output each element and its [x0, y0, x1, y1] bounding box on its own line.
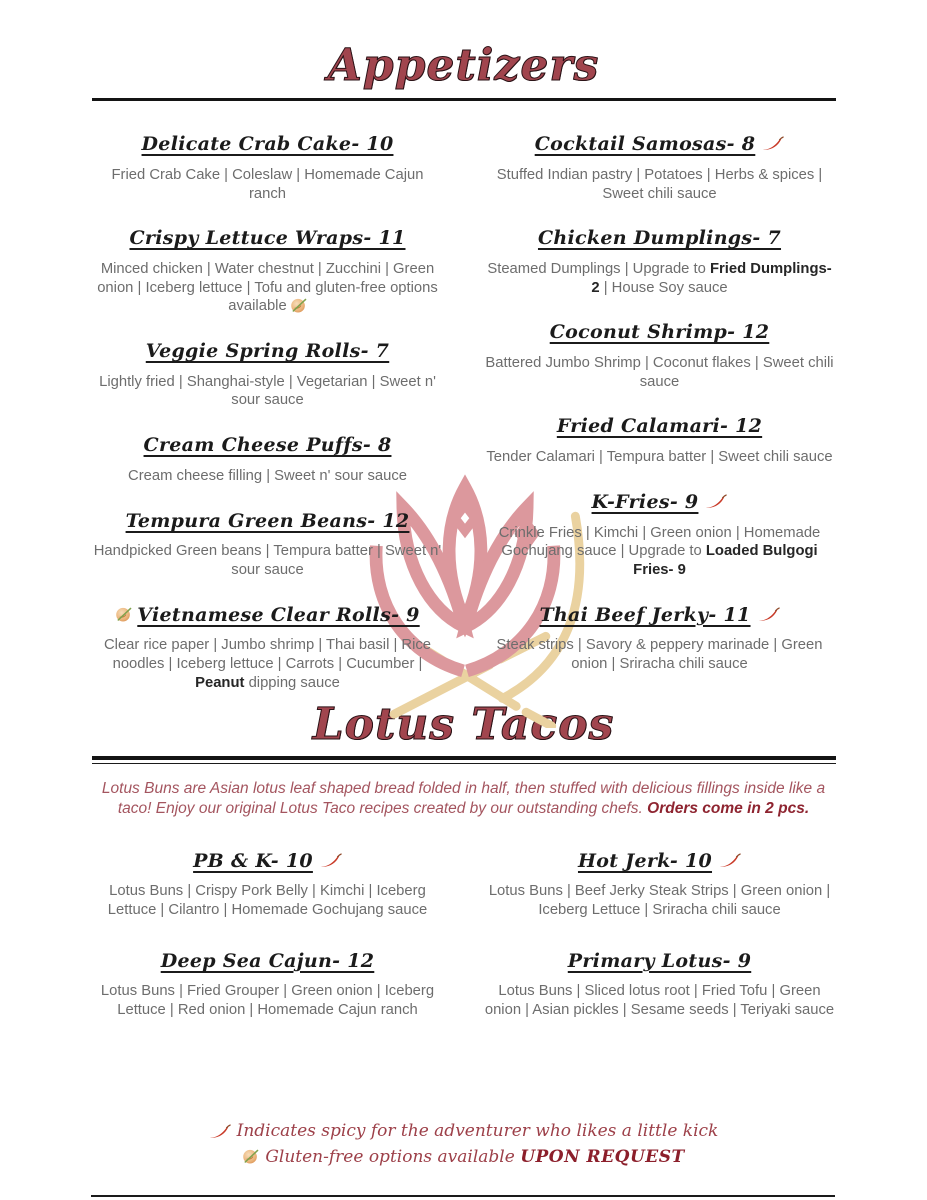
- intro-bold-text: Orders come in 2 pcs.: [647, 800, 810, 818]
- item-name: [484, 604, 836, 628]
- menu-item: [92, 133, 444, 203]
- item-title-text: Hot Jerk- 10: [577, 849, 713, 872]
- appetizers-left-column: [92, 133, 444, 701]
- legend: [92, 1118, 836, 1171]
- item-description: Battered Jumbo Shrimp | Coconut flakes | Sweet chili sauce: [485, 355, 834, 390]
- section-divider-double: [92, 756, 836, 764]
- item-description: Steamed Dumplings | Upgrade to Fried Dumplings- 2 | House Soy sauce: [487, 261, 832, 296]
- item-description: Lotus Buns | Beef Jerky Steak Strips | Green onion | Iceberg Lettuce | Sriracha chili sauce: [488, 883, 831, 919]
- tacos-right-column: [484, 850, 836, 1074]
- item-description: Lightly fried | Shanghai-style | Vegetarian | Sweet n' sour sauce: [99, 373, 436, 409]
- item-name: [92, 510, 444, 534]
- menu-item: [92, 340, 444, 410]
- item-name: [92, 227, 444, 251]
- gluten-free-icon: [242, 1148, 259, 1165]
- item-description: Cream cheese filling | Sweet n' sour sauce: [128, 467, 407, 484]
- menu-item: [484, 415, 836, 466]
- item-name: [484, 415, 836, 439]
- item-title-text: Primary Lotus- 9: [567, 949, 752, 972]
- item-name: [484, 321, 836, 345]
- chili-pepper-icon: [758, 607, 780, 622]
- item-description: Minced chicken | Water chestnut | Zucchini | Green onion | Iceberg lettuce | Tofu and gluten-free options available: [97, 261, 438, 315]
- item-name: [484, 227, 836, 251]
- tacos-left-column: [92, 850, 444, 1074]
- item-title-text: Crispy Lettuce Wraps- 11: [129, 227, 406, 250]
- chili-pepper-icon: [719, 853, 741, 868]
- item-description: Tender Calamari | Tempura batter | Sweet chili sauce: [486, 449, 833, 466]
- legend-gluten-free-line: [92, 1144, 836, 1170]
- item-title-text: Fried Calamari- 12: [556, 415, 763, 438]
- item-name: [92, 950, 444, 974]
- intro-text: Lotus Buns are Asian lotus leaf shaped bread folded in half, then stuffed with delicious fillings inside like a taco! Enjoy our original Lotus Taco recipes created by our outstanding chefs.: [101, 779, 826, 818]
- appetizers-section: [92, 133, 836, 701]
- item-name: [484, 491, 836, 515]
- menu-item: [92, 510, 444, 580]
- menu-item: [92, 227, 444, 316]
- item-name: [92, 434, 444, 458]
- lotus-tacos-section-title: Lotus Tacos: [312, 699, 615, 751]
- menu-item: [484, 133, 836, 203]
- menu-item: [92, 604, 444, 693]
- page-bottom-rule: [91, 1195, 835, 1197]
- item-name: [484, 133, 836, 157]
- menu-item: [484, 604, 836, 674]
- item-name: [484, 850, 836, 874]
- item-description: Stuffed Indian pastry | Potatoes | Herbs & spices | Sweet chili sauce: [496, 167, 823, 202]
- item-title-text: Chicken Dumplings- 7: [537, 227, 782, 250]
- item-title-text: Veggie Spring Rolls- 7: [145, 340, 390, 363]
- item-name: [92, 850, 444, 874]
- menu-item: [484, 227, 836, 297]
- item-name: [92, 604, 444, 628]
- item-description: Handpicked Green beans | Tempura batter | Sweet n' sour sauce: [93, 543, 442, 578]
- item-description: Lotus Buns | Crispy Pork Belly | Kimchi | Iceberg Lettuce | Cilantro | Homemade Gochujang sauce: [107, 883, 428, 919]
- menu-item: [92, 850, 444, 920]
- menu-item: [484, 491, 836, 580]
- item-name: [484, 950, 836, 974]
- item-title-text: Delicate Crab Cake- 10: [141, 133, 394, 156]
- legend-spicy-text: Indicates spicy for the adventurer who likes a little kick: [236, 1120, 719, 1141]
- item-title-text: Cocktail Samosas- 8: [534, 133, 756, 156]
- item-description: Clear rice paper | Jumbo shrimp | Thai basil | Rice noodles | Iceberg lettuce | Carrots | Cucumber | Peanut dipping sauce: [103, 637, 432, 691]
- menu-item: [484, 321, 836, 391]
- legend-gf-text: Gluten-free options available: [265, 1147, 521, 1168]
- lotus-tacos-intro: [93, 779, 835, 820]
- section-divider: [92, 98, 836, 101]
- item-description: Steak strips | Savory & peppery marinade | Green onion | Sriracha chili sauce: [496, 637, 823, 672]
- item-title-text: Vietnamese Clear Rolls- 9: [137, 603, 420, 626]
- item-title-text: PB & K- 10: [193, 849, 313, 872]
- chili-pepper-icon: [762, 136, 784, 151]
- item-title-text: Tempura Green Beans- 12: [125, 509, 410, 532]
- item-title-text: Thai Beef Jerky- 11: [539, 603, 751, 626]
- item-description: Crinkle Fries | Kimchi | Green onion | Homemade Gochujang sauce | Upgrade to Loaded Bulgogi Fries- 9: [498, 524, 821, 578]
- menu-item: [92, 434, 444, 485]
- gluten-free-icon: [115, 606, 132, 623]
- item-title-text: Deep Sea Cajun- 12: [160, 949, 375, 972]
- legend-gf-bold-text: UPON REQUEST: [520, 1147, 685, 1168]
- item-title-text: K-Fries- 9: [591, 490, 699, 513]
- lotus-tacos-section: [92, 850, 836, 1074]
- menu-item: [484, 950, 836, 1020]
- item-description: Fried Crab Cake | Coleslaw | Homemade Cajun ranch: [111, 167, 424, 202]
- menu-item: [92, 950, 444, 1020]
- chili-pepper-icon: [705, 494, 727, 509]
- chili-pepper-icon: [320, 853, 342, 868]
- item-description: Lotus Buns | Sliced lotus root | Fried Tofu | Green onion | Asian pickles | Sesame seeds | Teriyaki sauce: [484, 983, 835, 1019]
- item-description: Lotus Buns | Fried Grouper | Green onion | Iceberg Lettuce | Red onion | Homemade Cajun ranch: [100, 983, 435, 1019]
- chili-pepper-icon: [209, 1124, 231, 1139]
- gluten-free-icon: [290, 297, 307, 314]
- appetizers-section-title: Appetizers: [327, 40, 600, 91]
- item-name: [92, 133, 444, 157]
- legend-spicy-line: [92, 1118, 836, 1144]
- menu-item: [484, 850, 836, 920]
- item-name: [92, 340, 444, 364]
- item-title-text: Coconut Shrimp- 12: [549, 321, 770, 344]
- item-title-text: Cream Cheese Puffs- 8: [143, 434, 392, 457]
- appetizers-right-column: [484, 133, 836, 701]
